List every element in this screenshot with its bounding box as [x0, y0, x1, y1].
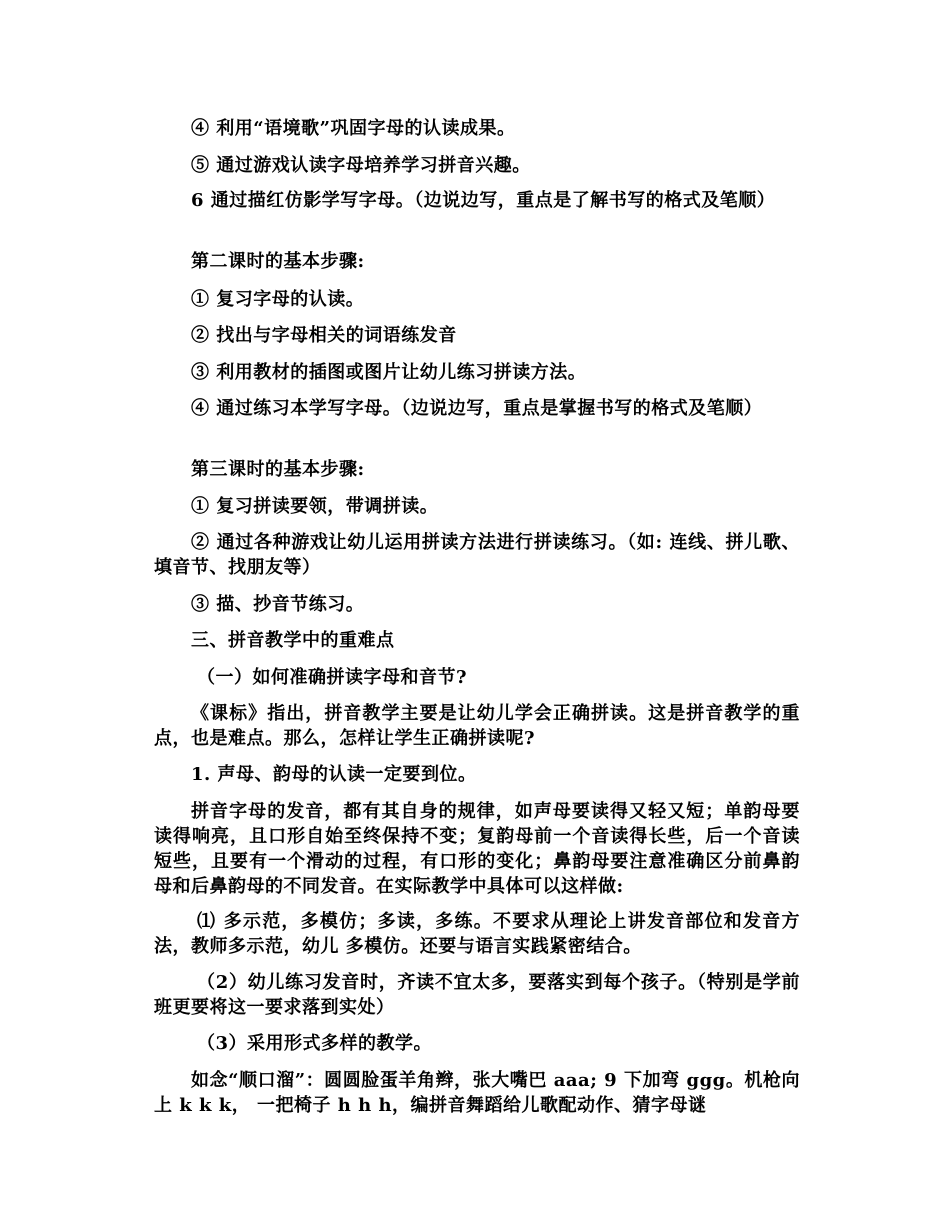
body-paragraph: （2）幼儿练习发音时，齐读不宜太多，要落实到每个孩子。（特别是学前班更要将这一要求落到实处） [154, 972, 800, 1018]
step-item: ④ 利用“语境歌”巩固字母的认读成果。 [191, 118, 516, 139]
step-item: ① 复习字母的认读。 [191, 289, 365, 310]
step-item: ② 通过各种游戏让幼儿运用拼读方法进行拼读练习。（如: 连线、拼儿歌、填音节、找朋友等） [154, 532, 800, 578]
section-heading: 三、拼音教学中的重难点 [191, 630, 395, 651]
body-paragraph: 如念“顺口溜”：圆圆脸蛋羊角辫，张大嘴巴 aaa; 9 下加弯 ggg。机枪向上 k k k， 一把椅子 h h h，编拼音舞蹈给儿歌配动作、猜字母谜 [154, 1070, 800, 1116]
body-paragraph: （3）采用形式多样的教学。 [197, 1033, 433, 1054]
step-item: ③ 描、抄音节练习。 [191, 594, 365, 615]
body-paragraph: 《课标》指出，拼音教学主要是让幼儿学会正确拼读。这是拼音教学的重点，也是难点。那么，怎样让学生正确拼读呢? [154, 703, 800, 749]
step-item: ③ 利用教材的插图或图片让幼儿练习拼读方法。 [191, 362, 587, 383]
step-item: ⑤ 通过游戏认读字母培养学习拼音兴趣。 [191, 155, 531, 176]
body-paragraph: 拼音字母的发音，都有其自身的规律，如声母要读得又轻又短；单韵母要读得响亮，且口形自始至终保持不变；复韵母前一个音读得长些，后一个音读短些，且要有一个滑动的过程，有口形的变化；鼻韵母要注意准确区分前鼻韵母和后鼻韵母的不同发音。在实际教学中具体可以这样做: [154, 801, 800, 897]
body-paragraph: ⑴ 多示范，多模仿；多读，多练。不要求从理论上讲发音部位和发音方法，教师多示范，幼儿 多模仿。还要与语言实践紧密结合。 [154, 911, 800, 957]
step-item: ④ 通过练习本学写字母。（边说边写，重点是掌握书写的格式及笔顺） [191, 398, 763, 419]
step-item: ② 找出与字母相关的词语练发音 [191, 325, 457, 346]
step-item: ① 复习拼读要领，带调拼读。 [191, 496, 439, 517]
section-heading: 第二课时的基本步骤: [191, 251, 365, 272]
step-item: 6 通过描红仿影学写字母。（边说边写，重点是了解书写的格式及笔顺） [191, 190, 776, 211]
section-heading: 第三课时的基本步骤: [191, 459, 365, 480]
subsection-heading: （一）如何准确拼读字母和音节? [197, 667, 468, 688]
numbered-heading: 1. 声母、韵母的认读一定要到位。 [191, 764, 477, 785]
